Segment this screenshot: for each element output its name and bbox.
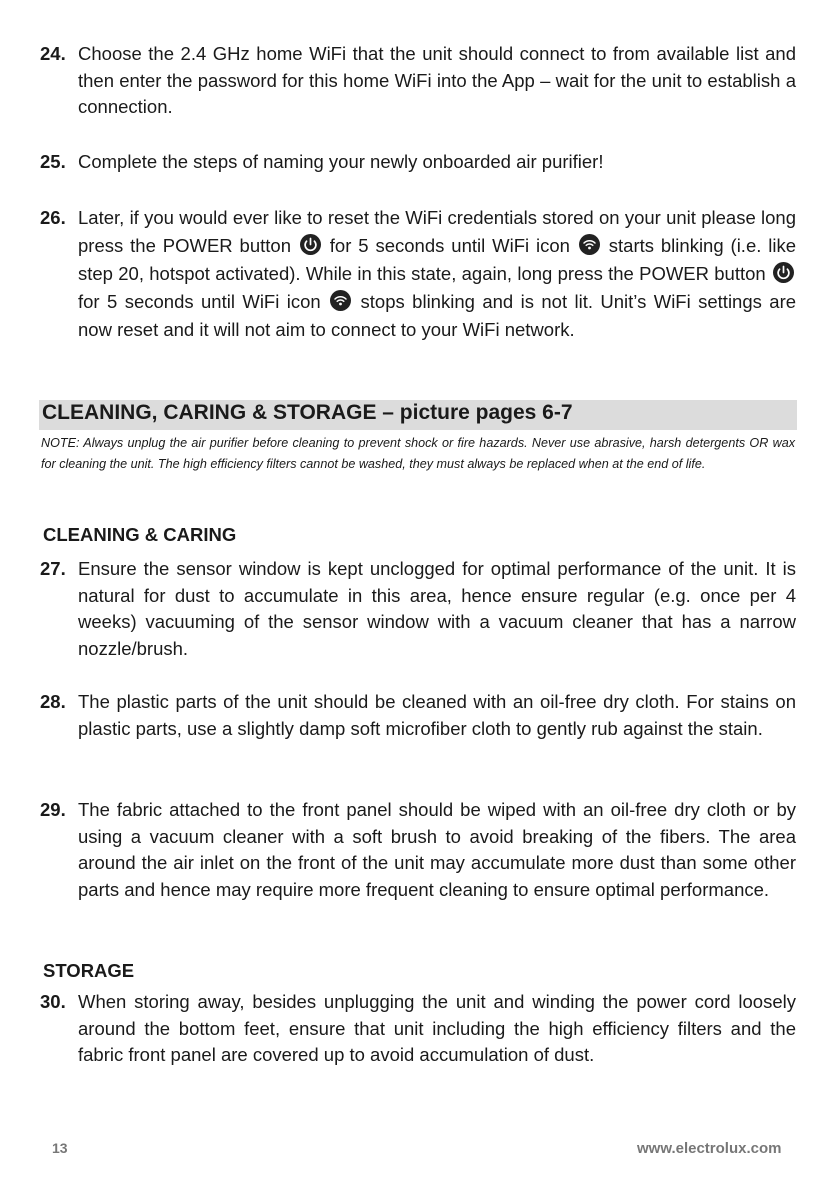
item-number: 28. (40, 691, 66, 712)
subheading-storage: STORAGE (43, 960, 135, 981)
item-text (78, 204, 796, 344)
list-item-29 (40, 797, 796, 904)
subheading-cleaning: CLEANING & CARING (43, 524, 237, 545)
section-title: CLEANING, CARING & STORAGE – picture pages 6-7 (42, 401, 573, 424)
item-text-part: for 5 seconds until WiFi icon (78, 291, 321, 312)
power-icon (300, 234, 321, 255)
item-text: Ensure the sensor window is kept unclogged for optimal performance of the unit. It is natural for dust to accumulate in this area, hence ensure regular (e.g. once per 4 weeks) vacuuming of the sensor window with a vacuum cleaner that has a narrow nozzle/brush. (78, 558, 796, 660)
list-item-24 (40, 41, 796, 121)
item-text: When storing away, besides unplugging the unit and winding the power cord loosely around the bottom feet, ensure that unit including the high efficiency filters and the fabric front panel are covered up to avoid accumulation of dust. (78, 991, 796, 1066)
list-item-27 (40, 556, 796, 663)
item-number: 27. (40, 558, 66, 579)
power-icon (773, 262, 794, 283)
item-number: 24. (40, 43, 66, 64)
item-text: The fabric attached to the front panel should be wiped with an oil-free dry cloth or by using a vacuum cleaner with a soft brush to avoid breaking of the fibers. The area around the air inlet on the front of the unit may accumulate more dust than some other parts and hence may require more frequent cleaning to ensure optimal performance. (78, 799, 796, 901)
cleaning-note: NOTE: Always unplug the air purifier before cleaning to prevent shock or fire hazards. Never use abrasive, harsh detergents OR wax for cleaning the unit. The high efficiency filters cannot be washed, they must always be replaced when at the end of life. (41, 436, 795, 471)
wifi-icon (579, 234, 600, 255)
footer-website: www.electrolux.com (637, 1140, 782, 1157)
item-text-part: stops blinking and is not lit. Unit’s WiFi settings are now reset and it will not aim to connect to your WiFi network. (78, 291, 797, 340)
section-header (39, 400, 797, 430)
item-number: 25. (40, 151, 66, 172)
item-text: The plastic parts of the unit should be cleaned with an oil-free dry cloth. For stains on plastic parts, use a slightly damp soft microfiber cloth to gently rub against the stain. (78, 691, 796, 739)
item-number: 30. (40, 991, 66, 1012)
list-item-30 (40, 989, 796, 1069)
list-item-26 (40, 204, 796, 344)
list-item-25 (40, 149, 796, 176)
item-number: 29. (40, 799, 66, 820)
page-number: 13 (52, 1140, 68, 1156)
item-text: Choose the 2.4 GHz home WiFi that the unit should connect to from available list and then enter the password for this home WiFi into the App – wait for the unit to establish a connection. (78, 43, 796, 118)
item-number: 26. (40, 207, 66, 228)
item-text: Complete the steps of naming your newly onboarded air purifier! (78, 151, 604, 172)
item-text-part: starts blinking (i.e. like step 20, hotspot activated). While in this state, again, long press the POWER button (78, 235, 797, 284)
item-text-part: for 5 seconds until WiFi icon (329, 235, 570, 256)
list-item-28 (40, 689, 796, 742)
wifi-icon (330, 290, 351, 311)
item-text-part: Later, if you would ever like to reset the WiFi credentials stored on your unit please long press the POWER button (78, 207, 796, 256)
